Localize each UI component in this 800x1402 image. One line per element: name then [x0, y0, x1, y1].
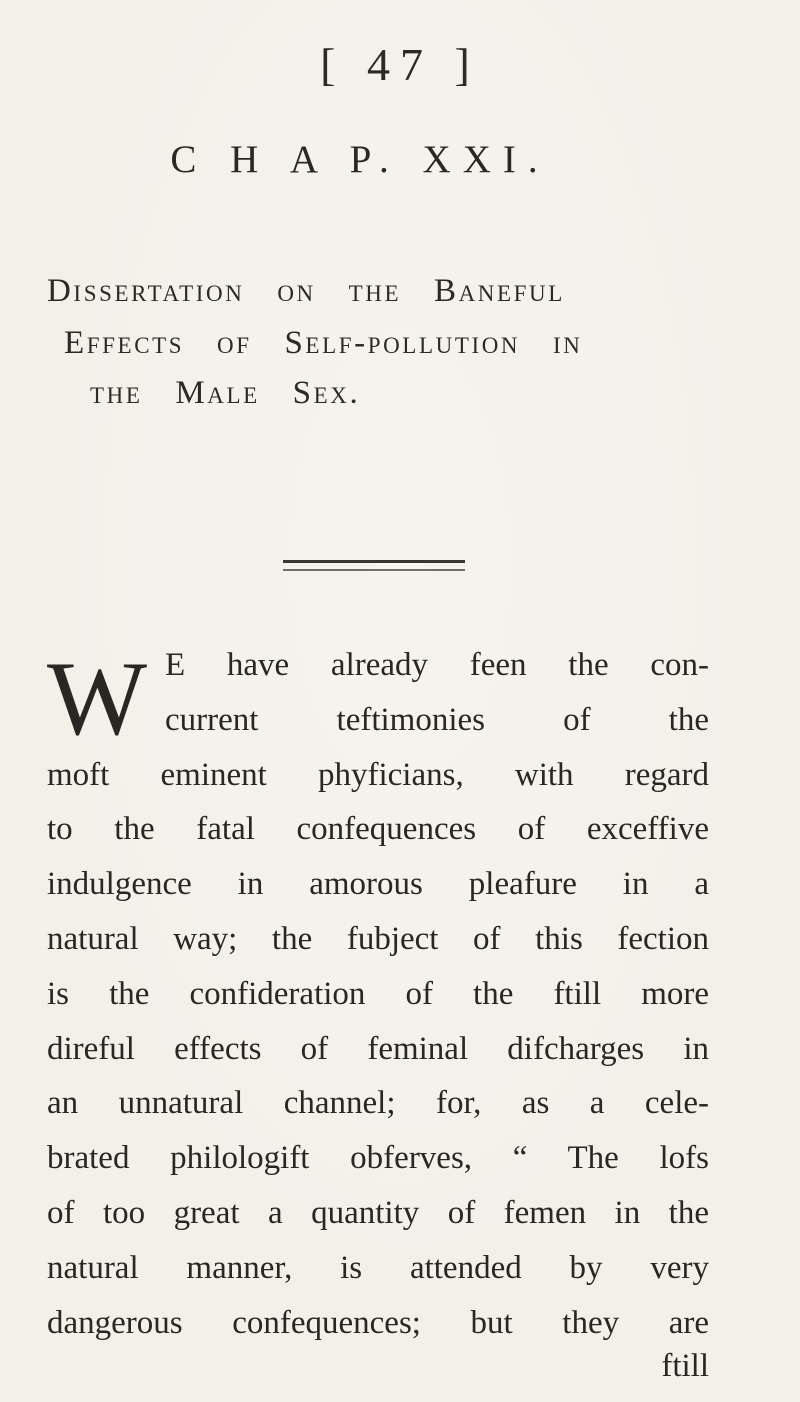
body-line-5: indulgence in amorous pleafure in a: [47, 866, 709, 903]
ornamental-rule: [283, 560, 465, 563]
body-line-10: brated philologift obferves, “ The lofs: [47, 1140, 709, 1177]
body-line-6: natural way; the fubject of this fection: [47, 920, 709, 957]
heading-line-2: Effects of Self-pollution in: [64, 325, 583, 361]
body-line-11: of too great a quantity of femen in the: [47, 1194, 709, 1231]
body-line-4: to the fatal confequences of exceffive: [47, 811, 709, 848]
body-line-9: an unnatural channel; for, as a cele-: [47, 1085, 709, 1122]
body-line-13: dangerous confequences; but they are: [47, 1304, 709, 1341]
heading-line-1: Dissertation on the Baneful: [47, 273, 565, 309]
drop-cap: W: [47, 640, 148, 757]
ornamental-rule-thin: [283, 569, 465, 571]
body-line-7: is the confideration of the ftill more: [47, 975, 709, 1012]
body-line-1: E have already feen the con-: [165, 647, 709, 683]
section-heading: [47, 265, 737, 419]
heading-line-3: the Male Sex.: [90, 375, 361, 411]
catchword: ftill: [661, 1348, 709, 1384]
body-paragraph: [47, 638, 709, 1350]
body-line-2: current teftimonies of the: [165, 701, 709, 738]
chapter-title: C H A P. XXI.: [170, 138, 550, 181]
page-number: [ 47 ]: [320, 39, 480, 90]
body-line-12: natural manner, is attended by very: [47, 1249, 709, 1286]
body-line-8: direful effects of feminal difcharges in: [47, 1030, 709, 1067]
body-line-3: moft eminent phyficians, with regard: [47, 756, 709, 793]
